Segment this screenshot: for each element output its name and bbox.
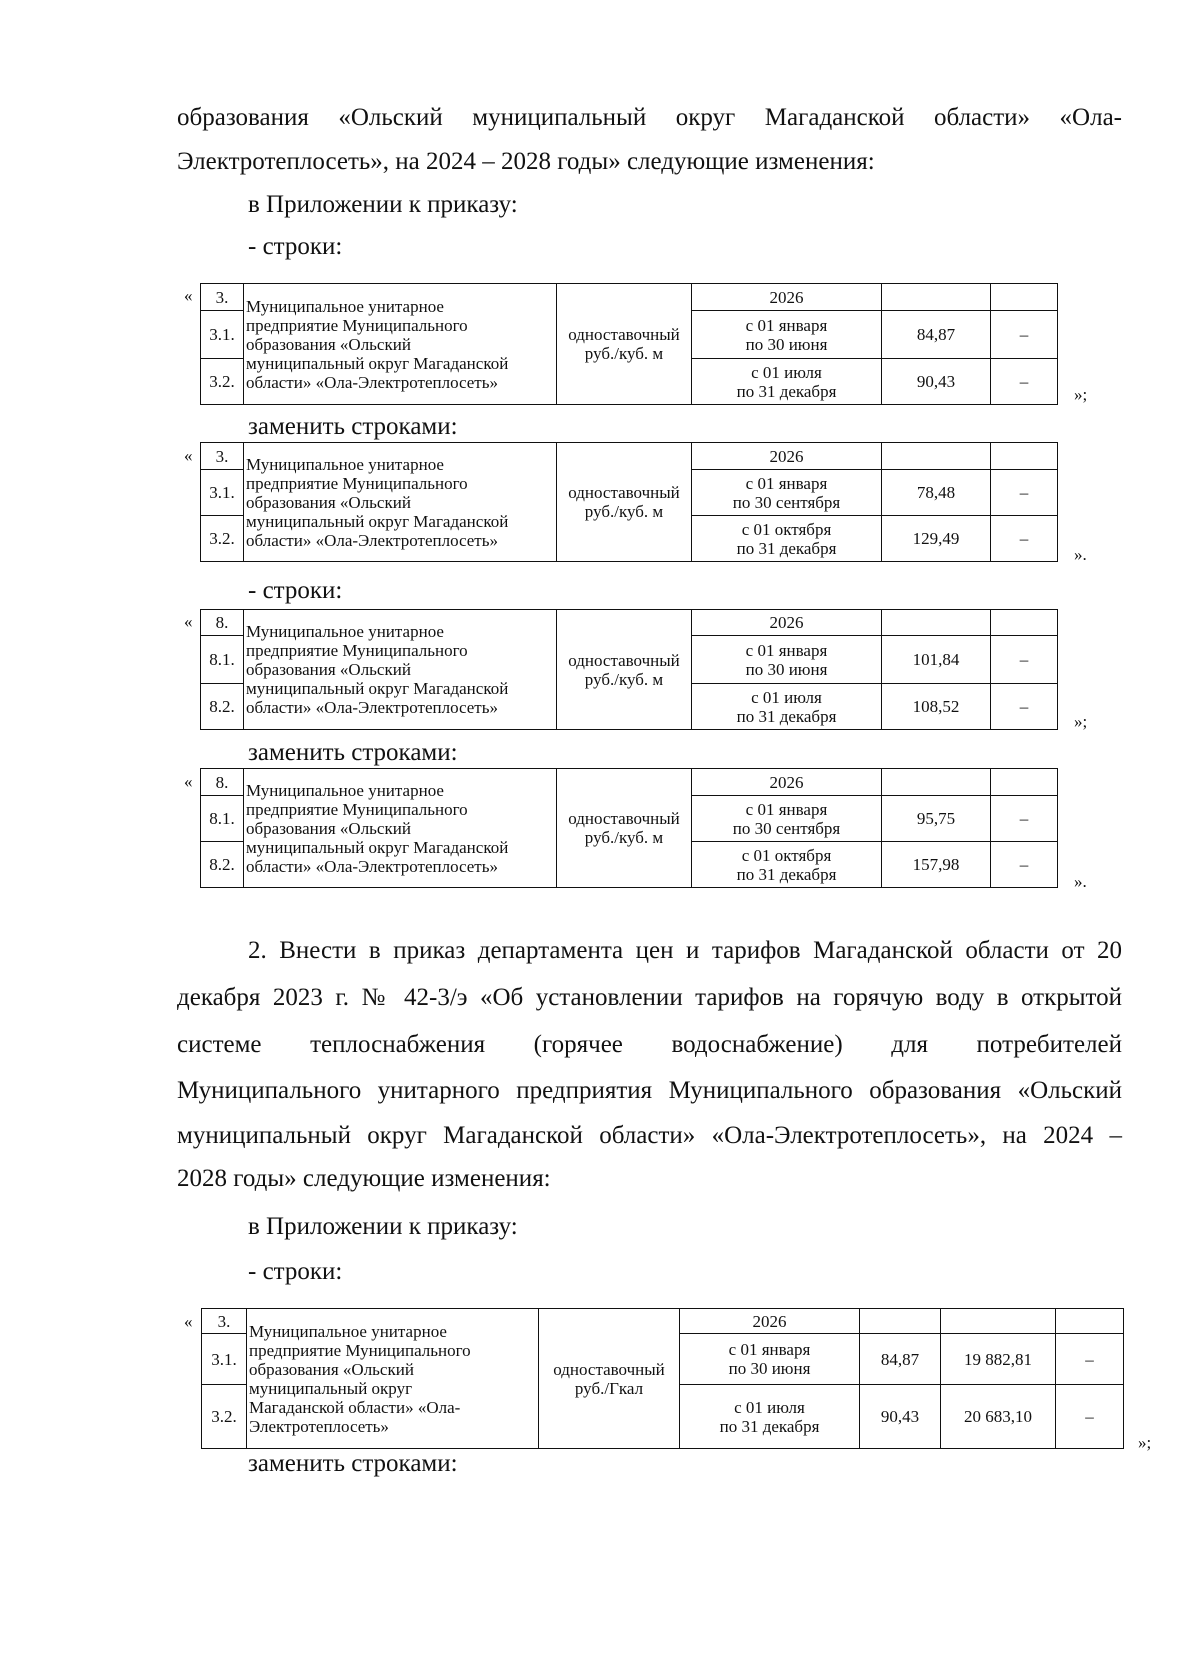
dash-cell: – (991, 842, 1058, 888)
tariff-type-cell: одноставочный руб./куб. м (557, 610, 692, 730)
dash-cell: – (1056, 1334, 1124, 1385)
tariff-value: 84,87 (882, 311, 991, 359)
organization-cell: Муниципальное унитарное предприятие Муниципального образования «Ольский муниципальный округ Магаданской области» «Ола-Электротеплосеть» (244, 610, 557, 730)
sub-row-number: 3.1. (202, 1334, 247, 1385)
sub-row-number: 3.2. (201, 516, 244, 562)
sub-row-number: 3.1. (201, 311, 244, 359)
tariff-table-2 (200, 442, 1058, 562)
period-cell: с 01 октября по 31 декабря (692, 516, 882, 562)
section2-line-1: 2. Внести в приказ департамента цен и тарифов Магаданской области от 20 (248, 937, 1122, 964)
closing-quote: ». (1074, 545, 1087, 564)
year-cell: 2026 (692, 284, 882, 311)
closing-quote: »; (1138, 1433, 1152, 1452)
rows-label: - строки: (248, 233, 343, 260)
open-quote: « (184, 446, 193, 465)
open-quote: « (184, 1312, 193, 1331)
closing-quote: »; (1074, 385, 1088, 404)
dash-cell: – (991, 311, 1058, 359)
year-cell: 2026 (680, 1309, 860, 1334)
organization-cell: Муниципальное унитарное предприятие Муниципального образования «Ольский муниципальный округ Магаданской области» «Ола- Электротеплосеть» (247, 1309, 539, 1449)
section2-line-3: системе теплоснабжения (горячее водоснабжение) для потребителей (177, 1031, 1122, 1058)
rows-label-3: - строки: (248, 1258, 343, 1285)
appendix-label: в Приложении к приказу: (248, 191, 518, 218)
tariff-value: 78,48 (882, 470, 991, 516)
tariff-value: 129,49 (882, 516, 991, 562)
tariff-type-cell: одноставочный руб./куб. м (557, 284, 692, 405)
dash-cell: – (991, 636, 1058, 684)
section2-line-2: декабря 2023 г. № 42-3/э «Об установлении тарифов на горячую воду в открытой (177, 984, 1122, 1011)
tariff-type-cell: одноставочный руб./куб. м (557, 443, 692, 562)
period-cell: с 01 января по 30 сентября (692, 796, 882, 842)
replace-label: заменить строками: (248, 739, 458, 766)
tariff-type-cell: одноставочный руб./куб. м (557, 769, 692, 888)
open-quote: « (184, 612, 193, 631)
tariff-value: 90,43 (882, 359, 991, 405)
closing-quote: ». (1074, 872, 1087, 891)
period-cell: с 01 июля по 31 декабря (680, 1385, 860, 1449)
dash-cell: – (1056, 1385, 1124, 1449)
section2-line-5: муниципальный округ Магаданской области» «Ола-Электротеплосеть», на 2024 – (177, 1122, 1122, 1149)
dash-cell: – (991, 516, 1058, 562)
sub-row-number: 8.1. (201, 636, 244, 684)
tariff-value: 101,84 (882, 636, 991, 684)
section2-line-4: Муниципального унитарного предприятия Муниципального образования «Ольский (177, 1077, 1122, 1104)
row-number: 3. (201, 443, 244, 470)
sub-row-number: 3.1. (201, 470, 244, 516)
period-cell: с 01 июля по 31 декабря (692, 684, 882, 730)
closing-quote: »; (1074, 712, 1088, 731)
tariff-value: 84,87 (860, 1334, 941, 1385)
year-cell: 2026 (692, 769, 882, 796)
tariff-value-2: 19 882,81 (941, 1334, 1056, 1385)
period-cell: с 01 января по 30 июня (692, 311, 882, 359)
tariff-value-2: 20 683,10 (941, 1385, 1056, 1449)
section2-line-6: 2028 годы» следующие изменения: (177, 1165, 551, 1192)
period-cell: с 01 января по 30 июня (692, 636, 882, 684)
replace-label-2: заменить строками: (248, 1450, 458, 1477)
dash-cell: – (991, 359, 1058, 405)
tariff-table-5 (201, 1308, 1124, 1449)
tariff-table-1 (200, 283, 1058, 405)
replace-label: заменить строками: (248, 413, 458, 440)
intro-line-1: образования «Ольский муниципальный округ Магаданской области» «Ола- (177, 104, 1122, 131)
sub-row-number: 3.2. (201, 359, 244, 405)
row-number: 8. (201, 610, 244, 636)
tariff-type-cell: одноставочный руб./Гкал (539, 1309, 680, 1449)
tariff-value: 108,52 (882, 684, 991, 730)
dash-cell: – (991, 796, 1058, 842)
period-cell: с 01 января по 30 июня (680, 1334, 860, 1385)
row-number: 3. (201, 284, 244, 311)
intro-line-2: Электротеплосеть», на 2024 – 2028 годы» следующие изменения: (177, 148, 875, 175)
period-cell: с 01 октября по 31 декабря (692, 842, 882, 888)
organization-cell: Муниципальное унитарное предприятие Муниципального образования «Ольский муниципальный округ Магаданской области» «Ола-Электротеплосеть» (244, 769, 557, 888)
period-cell: с 01 января по 30 сентября (692, 470, 882, 516)
rows-label-2: - строки: (248, 577, 343, 604)
appendix-label-2: в Приложении к приказу: (248, 1213, 518, 1240)
tariff-value: 157,98 (882, 842, 991, 888)
dash-cell: – (991, 470, 1058, 516)
tariff-value: 95,75 (882, 796, 991, 842)
open-quote: « (184, 286, 193, 305)
organization-cell: Муниципальное унитарное предприятие Муниципального образования «Ольский муниципальный округ Магаданской области» «Ола-Электротеплосеть» (244, 443, 557, 562)
tariff-table-3 (200, 609, 1058, 730)
period-cell: с 01 июля по 31 декабря (692, 359, 882, 405)
tariff-value: 90,43 (860, 1385, 941, 1449)
year-cell: 2026 (692, 443, 882, 470)
sub-row-number: 8.1. (201, 796, 244, 842)
organization-cell: Муниципальное унитарное предприятие Муниципального образования «Ольский муниципальный округ Магаданской области» «Ола-Электротеплосеть» (244, 284, 557, 405)
sub-row-number: 8.2. (201, 842, 244, 888)
dash-cell: – (991, 684, 1058, 730)
year-cell: 2026 (692, 610, 882, 636)
row-number: 3. (202, 1309, 247, 1334)
tariff-table-4 (200, 768, 1058, 888)
sub-row-number: 3.2. (202, 1385, 247, 1449)
open-quote: « (184, 772, 193, 791)
sub-row-number: 8.2. (201, 684, 244, 730)
row-number: 8. (201, 769, 244, 796)
